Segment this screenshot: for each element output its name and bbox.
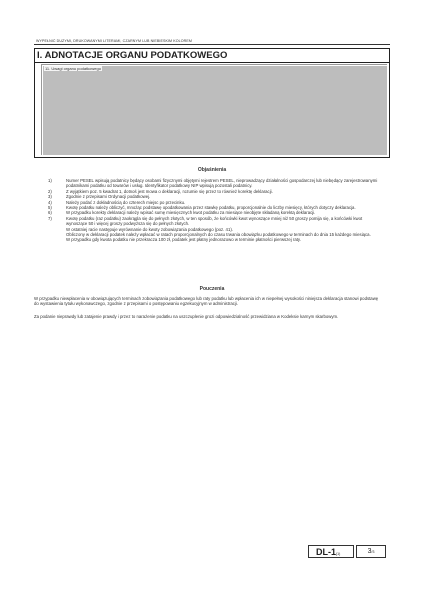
list-item-number: 3): [48, 194, 52, 200]
tax-office-remarks-label: 11. Uwagi organu podatkowego: [45, 66, 101, 71]
page-number-box: [356, 545, 386, 558]
section-i-body: [41, 64, 387, 155]
page-total: /3: [371, 550, 375, 554]
form-version: (1): [336, 552, 341, 556]
field-shading: [43, 66, 387, 155]
list-item-number: 7): [48, 215, 52, 221]
list-item-continuation: Obliczony w deklaracji podatek należy wpłacać w ratach proporcjonalnych do czasu trwania obowiązku podatkowego w terminach do dnia 15 każdego miesiąca.: [66, 232, 371, 238]
list-item-text: Kwotę podatku należy obliczyć, mnożąc podstawę opodatkowania przez stawkę podatku, proporcjonalnie do liczby miesięcy, których dotyczy deklaracja.: [66, 205, 356, 211]
section-i-title: I. ADNOTACJE ORGANU PODATKOWEGO: [35, 49, 389, 63]
instructions-heading: Pouczenia: [199, 286, 225, 292]
form-code: DL-1: [316, 547, 336, 557]
explanations-list: [48, 178, 378, 243]
list-item-continuation: W ostatniej racie następuje wyrównanie do kwoty zobowiązania podatkowego (poz. 41).: [66, 226, 233, 232]
list-item-text: Zgodnie z przepisami Ordynacji podatkowej.: [66, 194, 151, 200]
instruction-paragraph: Za podanie nieprawdy lub zatajenie prawdy i przez to narażenie podatku na uszczuplenie grozi odpowiedzialność przewidziana w Kodeksie karnym skarbowym.: [34, 314, 339, 319]
list-item: [48, 216, 378, 227]
list-item-text: Z wyjątkiem poz. 5 kwadrat 1, dotnoś jest mowa o deklaracji, rozumie się przez to również korektę deklaracji.: [66, 188, 273, 194]
fill-instruction: WYPEŁNIĆ DUŻYMI, DRUKOWANYMI LITERAMI, CZARNYM LUB NIEBIESKIM KOLOREM: [36, 39, 192, 43]
list-item-number: 6): [48, 210, 52, 216]
list-item: [48, 178, 378, 189]
header-divider: [34, 44, 390, 45]
list-item-text: Należy podać z dokładnością do czterech miejsc po przecinku.: [66, 199, 186, 205]
form-code-box: [308, 545, 354, 558]
list-item-number: 2): [48, 188, 52, 194]
page-number: 3: [367, 548, 372, 555]
list-item-text: Kwotę podatku (raz podatku) zaokrągla się do pełnych złotych, w ten sposób, że końcówki kwot wynoszące mniej niż 50 groszy pomija się, a końcówki kwot wynoszące 50 i więcej groszy podwyższa się do pełnych złotych.: [66, 215, 363, 227]
tax-office-remarks-field[interactable]: [41, 64, 387, 155]
list-item-number: 5): [48, 205, 52, 211]
section-i-box: [34, 48, 390, 158]
list-item-text: W przypadku korekty deklaracji należy wpisać sumę miesięcznych kwot podatku za miesiące nieobjęte składaną korektą deklaracji.: [66, 210, 316, 216]
instruction-paragraph: W przypadku niewpłacenia w obowiązujących terminach zobowiązania podatkowego lub raty podatku lub wpłacenia ich w niepełnej wysokości niniejsza deklaracja stanowi podstawę do wystawienia tytułu wykonawczego, zgodnie z przepisami o postępowaniu egzekucyjnym w administracji.: [34, 296, 379, 307]
list-item-number: 4): [48, 199, 52, 205]
explanations-heading: Objaśnienia: [197, 167, 227, 173]
list-item-continuation: W przypadku gdy kwota podatku nie przekracza 100 zł, podatek jest płatny jednorazowo w terminie płatności pierwszej raty.: [66, 237, 301, 243]
list-item-text: Numer PESEL wpisują podatnicy będący osobami fizycznymi objętymi rejestrem PESEL, nieprowadzący działalności gospodarczej lub niebędący zarejestrowanymi podatnikami podatku od towarów i usług. Identyfikator podatkowy NIP wpisują pozostali podatnicy.: [66, 178, 378, 189]
list-item-number: 1): [48, 178, 52, 183]
